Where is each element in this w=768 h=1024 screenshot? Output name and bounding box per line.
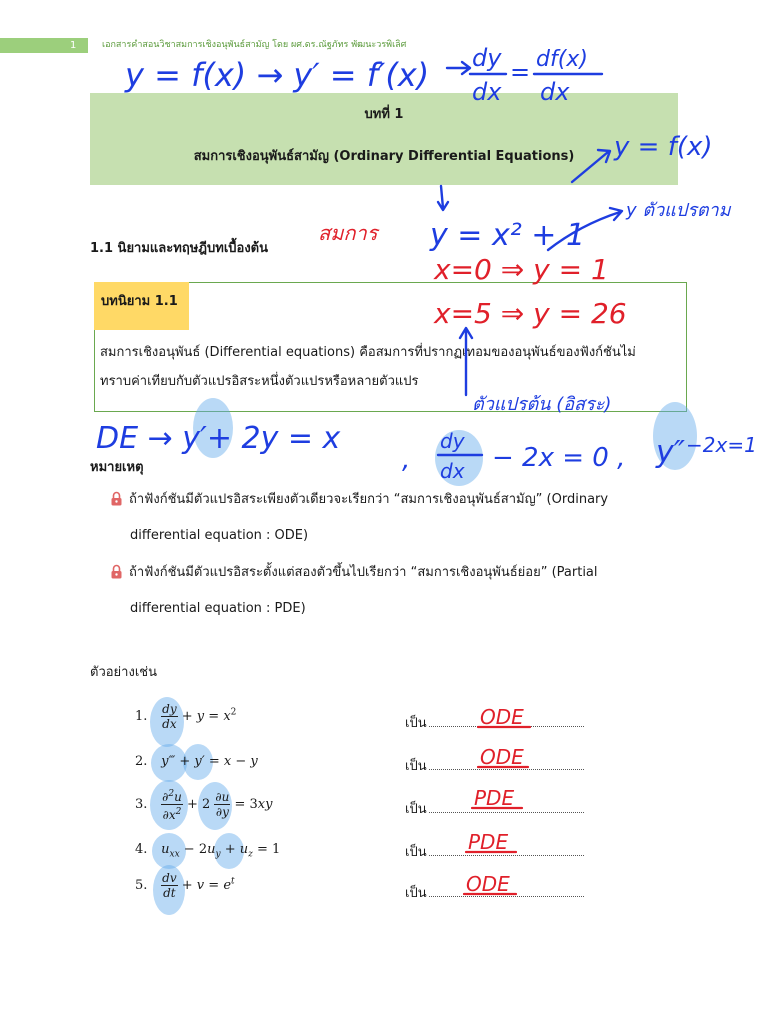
answer-5: ODE [466,872,510,896]
definition-line-2: ทราบค่าเทียบกับตัวแปรอิสระหนึ่งตัวแปรหรือหลายตัวแปร [100,374,419,389]
annotation-x5: x=5 ⇒ y = 26 [434,297,627,330]
annotation-equation: y = x² + 1 [430,218,586,253]
svg-text:dy: dy [440,429,465,453]
annotation-de-line [96,398,757,486]
svg-text:df(x): df(x) [536,47,588,72]
example-result-1: เป็น [405,712,584,733]
note-label: หมายเหตุ [90,460,144,475]
chapter-number: บทที่ 1 [364,107,404,122]
arrow-icon [447,62,470,74]
bullet-1-line-2: differential equation : ODE) [130,528,309,543]
example-eq-1: 1. $\frac{dy}{dx}$ + $y = x^2$ [135,702,237,731]
example-result-2: เป็น [405,755,584,776]
svg-text:dx: dx [440,459,465,483]
svg-text:dy: dy [472,44,502,72]
arrow-icon [438,186,448,210]
bullet-2-line-1: ถ้าฟังก์ชันมีตัวแปรอิสระตั้งแต่สองตัวขึ้นไปเรียกว่า “สมการเชิงอนุพันธ์ย่อย” (Partial [129,565,598,580]
annotation-answers [464,705,530,896]
definition-line-1: สมการเชิงอนุพันธ์ (Differential equations) คือสมการที่ปรากฏเทอมของอนุพันธ์ของฟังก์ชันไม่ [100,345,636,360]
chapter-title: สมการเชิงอนุพันธ์สามัญ (Ordinary Differential Equations) [193,149,575,164]
svg-text:dx: dx [540,78,570,106]
page-number: 1 [70,40,77,51]
annotation-red-word: สมการ [318,221,378,245]
answer-3: PDE [474,786,515,810]
definition-label: บทนิยาม 1.1 [101,294,178,309]
arrow-icon [460,328,472,395]
example-result-4: เป็น [405,841,584,862]
answer-4: PDE [468,830,509,854]
annotation-dependent-variable: y ตัวแปรตาม [626,200,731,221]
annotation-independent-variable: ตัวแปรต้น (อิสระ) [472,394,612,415]
annotation-top: y = f(x) → y′ = f′(x) [125,56,430,94]
annotation-title-right: y = f(x) [614,132,713,162]
example-eq-3: 3. $\frac{\partial^2u}{\partial x^2}$ + 2 $\frac{\partial u}{\partial y}$ = 3xy [135,789,273,822]
running-title: เอกสารคำสอนวิชาสมการเชิงอนุพันธ์สามัญ โดย ผศ.ดร.ณัฐภัทร พัฒนะวรพิเลิศ [102,40,407,50]
svg-text:dx: dx [472,78,502,106]
example-eq-2: 2. y‴ + y′ = x − y [135,754,258,769]
svg-text:y″: y″ [656,435,685,470]
svg-text:=: = [510,58,531,86]
svg-text:− 2x = 0 ,: − 2x = 0 , [492,443,626,473]
answer-1: ODE [480,705,524,729]
example-result-5: เป็น [405,882,584,903]
example-eq-5: 5. $\frac{dv}{dt}$ + $v = e^t$ [135,871,235,900]
examples-label: ตัวอย่างเช่น [90,665,157,680]
bullet-1-line-1: ถ้าฟังก์ชันมีตัวแปรอิสระเพียงตัวเดียวจะเรียกว่า “สมการเชิงอนุพันธ์สามัญ” (Ordinary [129,492,609,507]
section-title: 1.1 นิยามและทฤษฎีบทเบื้องต้น [90,241,268,256]
annotation-x0: x=0 ⇒ y = 1 [434,253,609,286]
example-eq-4: 4. $u_{xx} - 2u_y + u_z = 1$ [135,842,281,860]
svg-text:DE → y′+ 2y = x: DE → y′+ 2y = x [96,421,341,456]
example-result-3: เป็น [405,798,584,819]
arrow-icon [572,150,610,182]
answer-2: ODE [480,745,524,769]
svg-text:−2x=1: −2x=1 [686,433,757,457]
svg-text:,: , [402,445,411,475]
bullet-2-line-2: differential equation : PDE) [130,601,306,616]
